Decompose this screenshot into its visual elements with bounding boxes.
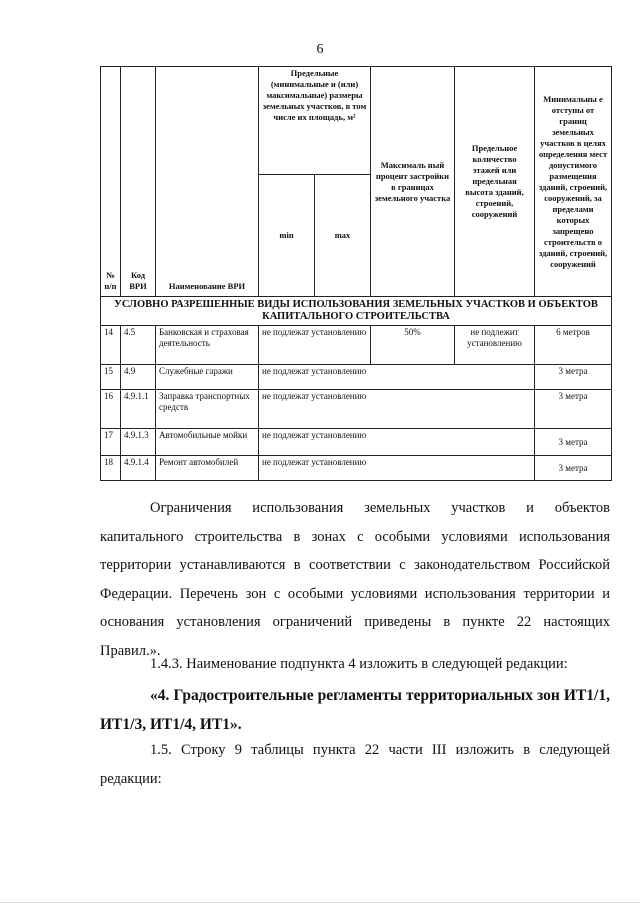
cell-name: Автомобильные мойки (156, 429, 259, 456)
cell-name: Заправка транспортных средств (156, 390, 259, 429)
cell-num: 15 (101, 365, 121, 390)
cell-merged: не подлежат установлению (259, 429, 535, 456)
land-use-table (100, 66, 612, 481)
header-name: Наименование ВРИ (156, 67, 259, 297)
cell-num: 17 (101, 429, 121, 456)
header-setbacks: Минимальны е отступы от границ земельных участков в целях определения мест допустимого размещения зданий, строений, сооружений, за пределами которых запрещено строительств о зданий, строений, сооружений (535, 67, 612, 297)
cell-setback: 3 метра (535, 456, 612, 481)
cell-merged: не подлежат установлению (259, 365, 535, 390)
header-max-percent: Максималь ный процент застройки в границах земельного участка (371, 67, 455, 297)
cell-setback: 3 метра (535, 365, 612, 390)
cell-setback: 6 метров (535, 326, 612, 365)
cell-percent: 50% (371, 326, 455, 365)
page-number: 6 (316, 42, 324, 57)
cell-code: 4.5 (121, 326, 156, 365)
table-row (101, 429, 612, 456)
header-num: № п/п (101, 67, 121, 297)
paragraph-1-5: 1.5. Строку 9 таблицы пункта 22 части III изложить в следующей редакции: (100, 742, 610, 787)
paragraph-restrictions: Ограничения использования земельных участков и объектов капитального строительства в зонах с особыми условиями использования территории устанавливаются в соответствии с законодательством Российской Федерации. Перечень зон с особыми условиями использования территории и основания установления ограничений приведены в пункте 22 настоящих Правил.». (100, 500, 610, 659)
page-bottom-edge (0, 902, 640, 903)
table-row (101, 456, 612, 481)
section-title: УСЛОВНО РАЗРЕШЕННЫЕ ВИДЫ ИСПОЛЬЗОВАНИЯ ЗЕМЕЛЬНЫХ УЧАСТКОВ И ОБЪЕКТОВ КАПИТАЛЬНОГО СТРОИТЕЛЬСТВА (101, 297, 612, 326)
header-code: Код ВРИ (121, 67, 156, 297)
table-row (101, 390, 612, 429)
cell-merged: не подлежат установлению (259, 456, 535, 481)
header-max: max (315, 175, 371, 297)
cell-code: 4.9.1.3 (121, 429, 156, 456)
cell-setback: 3 метра (535, 429, 612, 456)
paragraph-1-4-3: 1.4.3. Наименование подпункта 4 изложить в следующей редакции: (150, 656, 568, 672)
cell-code: 4.9 (121, 365, 156, 390)
cell-size: не подлежат установлению (259, 326, 371, 365)
cell-num: 14 (101, 326, 121, 365)
cell-num: 18 (101, 456, 121, 481)
cell-name: Банковская и страховая деятельность (156, 326, 259, 365)
table-row (101, 365, 612, 390)
header-min: min (259, 175, 315, 297)
header-floors: Предельное количество этажей или предельная высота зданий, строений, сооружений (455, 67, 535, 297)
cell-code: 4.9.1.1 (121, 390, 156, 429)
paragraph-subheading-4: «4. Градостроительные регламенты территориальных зон ИТ1/1, ИТ1/3, ИТ1/4, ИТ1». (100, 687, 610, 733)
table-row (101, 326, 612, 365)
cell-code: 4.9.1.4 (121, 456, 156, 481)
cell-name: Ремонт автомобилей (156, 456, 259, 481)
header-plot-size: Предельные (минимальные и (или) максимальные) размеры земельных участков, в том числе их площадь, м² (259, 67, 371, 175)
cell-floors: не подлежит установлению (455, 326, 535, 365)
cell-num: 16 (101, 390, 121, 429)
cell-setback: 3 метра (535, 390, 612, 429)
cell-merged: не подлежат установлению (259, 390, 535, 429)
cell-name: Служебные гаражи (156, 365, 259, 390)
